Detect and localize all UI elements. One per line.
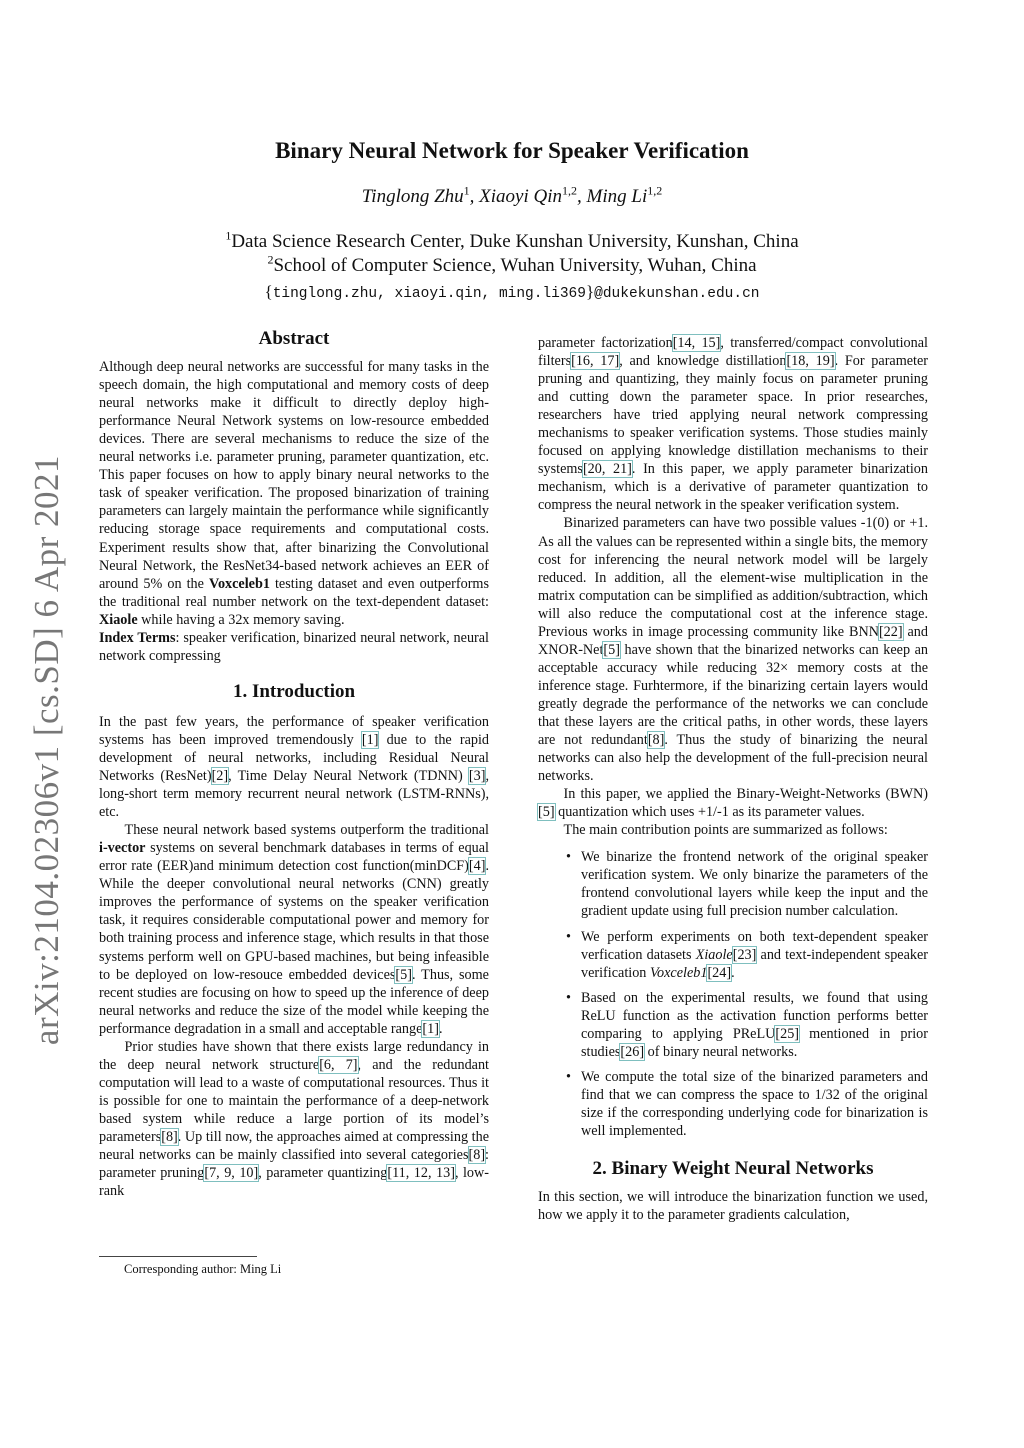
text-run: of binary neural networks. (644, 1043, 798, 1060)
text-run: . (438, 1020, 443, 1037)
author-affiliation-sup: 1 (463, 183, 470, 198)
citation-link[interactable]: [16, 17] (571, 353, 620, 370)
text-run: , parameter quantizing (258, 1165, 388, 1182)
citation-link[interactable]: [2] (211, 768, 229, 785)
section-heading: 1. Introduction (232, 680, 356, 702)
footnote: Corresponding author: Ming Li (124, 1262, 282, 1276)
text-run: Binarized parameters can have two possible values -1(0) or +1. As all the values can be represented within a single bits, the memory cost for inferencing the neural network model will be largely reduced. In addition, all the element-wise multiplication in the matrix computation can be simplified as addition/subtraction, which will also reduce the computational cost at the inference stage. Previous works in image processing community like BNN (538, 515, 928, 640)
text-run: . Thus, some recent studies are focusing on how to speed up the inference of deep neural networks and reduce the size of the model while keeping the performance degradation in a small and acceptable range (99, 966, 489, 1037)
citation-link[interactable]: [22] (878, 623, 903, 640)
citation-link[interactable]: [23] (732, 946, 757, 963)
paragraph (538, 514, 928, 785)
citation-link[interactable]: [7, 9, 10] (204, 1165, 259, 1182)
text-run: . While the deeper convolutional neural networks (CNN) greatly improves the performance of systems on the speaker verification task, it requires considerable computational power and memory for both training process and inference stage, which results in that those systems perform well on GPU-based machines, but being infeasible to be deployed on low-resouce embedded devices (99, 858, 489, 983)
affiliation-number: 2 (267, 252, 274, 267)
list-item (538, 848, 928, 920)
author-separator: , (577, 186, 587, 207)
contribution-list (538, 848, 928, 1140)
citation-link[interactable]: [26] (620, 1043, 645, 1060)
bold-text: Xiaole (99, 611, 138, 628)
italic-text: Xiaole (695, 946, 733, 963)
citation-link[interactable]: [8] (161, 1128, 178, 1145)
italic-text: Voxceleb1 (649, 964, 708, 981)
left-column (99, 330, 489, 1200)
text-run: : speaker verification, binarized neural network, neural network compressing (99, 629, 489, 664)
arxiv-identifier (20, 454, 74, 1046)
paragraph (538, 785, 928, 821)
right-column (538, 334, 928, 1224)
paragraph (99, 629, 489, 665)
citation-link[interactable]: [20, 21] (582, 461, 632, 478)
citation-link[interactable]: [8] (468, 1147, 486, 1164)
text-run: testing dataset and even outperforms the traditional real number network on the text-dependent dataset: (99, 575, 489, 610)
affiliation-text: School of Computer Science, Wuhan University, Wuhan, China (273, 255, 757, 276)
bold-text: Index Terms (99, 629, 176, 646)
text-run: quantization which uses +1/-1 as its parameter values. (554, 804, 865, 821)
text-run: Based on the experimental results, we found that using ReLU function as the activation function performs better comparing to applying PReLU (581, 989, 928, 1042)
text-run: parameter factorization (538, 335, 673, 351)
text-run: mentioned in prior studies (581, 1025, 928, 1060)
citation-link[interactable]: [25] (775, 1025, 800, 1042)
author-name: Tinglong Zhu (361, 186, 464, 207)
email-brace-open: { (264, 282, 273, 301)
text-run: . For parameter pruning and quantizing, they mainly focus on parameter pruning and cutting down the parameter space. In prior researches, researchers have tried applying neural network compressing mechanisms to speaker verification systems. Those studies mainly focused on applying knowledge distillation mechanisms to their systems (538, 353, 929, 478)
bold-text: i-vector (99, 840, 146, 857)
bold-text: Voxceleb1 (209, 575, 270, 592)
text-run: We binarize the frontend network of the original speaker verification system. We only binarize the parameters of the frontend convolutional layers while keep the input and the gradient update using full precision number calculation. (581, 849, 928, 920)
text-run: In this paper, we applied the Binary-Weight-Networks (BWN) (563, 786, 928, 803)
author-emails (0, 282, 1024, 302)
citation-link[interactable]: [11, 12, 13] (387, 1165, 455, 1182)
text-run: The main contribution points are summarized as follows: (563, 822, 888, 839)
text-run: These neural network based systems outperform the traditional (124, 822, 489, 839)
text-run: while having a 32x memory saving. (137, 611, 345, 628)
text-run: . In this paper, we apply parameter binarization mechanism, which is a derivative of parameter quantization to compress the neural network in the speaker verification system. (538, 461, 928, 514)
paragraph (99, 821, 489, 1038)
text-run: In the past few years, the performance of speaker verification systems has been improved tremendously (99, 713, 489, 748)
paragraph (538, 1188, 928, 1224)
author-list (0, 183, 1024, 208)
affiliation-text: Data Science Research Center, Duke Kunshan University, Kunshan, China (231, 231, 799, 252)
paragraph (538, 334, 928, 514)
list-item (538, 1068, 928, 1140)
citation-link[interactable]: [5] (395, 966, 412, 983)
author-name: Xiaoyi Qin (479, 186, 563, 207)
arxiv-id-text: arXiv:2104.02306v1 [cs.SD] 6 Apr 2021 (27, 454, 66, 1046)
paragraph (99, 358, 489, 629)
affiliation-1 (0, 228, 1024, 253)
citation-link[interactable]: [3] (468, 768, 486, 785)
list-item (538, 989, 928, 1061)
text-run: due to the rapid development of neural networks, including Residual Neural Networks (ResNet) (99, 731, 489, 785)
paragraph (538, 821, 928, 839)
text-run: , low-rank (99, 1165, 489, 1200)
email-brace-close: } (585, 282, 595, 301)
paragraph (99, 713, 489, 821)
text-run: Prior studies have shown that there exists large redundancy in the deep neural network structure (99, 1038, 489, 1073)
citation-link[interactable]: [5] (603, 641, 620, 658)
author-name: Ming Li (586, 186, 648, 207)
author-separator: , (469, 186, 480, 207)
citation-link[interactable]: [1] (422, 1020, 439, 1037)
text-run: In this section, we will introduce the binarization function we used, how we apply it to the parameter gradients calculation, (538, 1189, 928, 1224)
citation-link[interactable]: [24] (707, 964, 732, 981)
list-item (538, 928, 928, 982)
text-run: . (731, 964, 735, 981)
text-run: , and the redundant computation will lead to a waste of computational resources. Thus it is possible for one to maintain the performance of a deep-network based system while reduce a large portion of its model’s parameters (99, 1056, 489, 1145)
citation-link[interactable]: [4] (468, 858, 486, 875)
email-domain: @dukekunshan.edu.cn (594, 286, 760, 302)
citation-link[interactable]: [1] (361, 731, 379, 748)
citation-link[interactable]: [6, 7] (319, 1056, 358, 1073)
text-run: We compute the total size of the binarized parameters and find that we can compress the space to 1/32 of the original size if the corresponding underlying code for binarization is well implemented. (581, 1068, 928, 1139)
text-run: : parameter pruning (99, 1147, 489, 1182)
author-affiliation-sup: 1,2 (647, 183, 663, 198)
text-run: , Time Delay Neural Network (TDNN) (228, 768, 469, 785)
text-run: , transferred/compact convolutional filters (538, 335, 928, 370)
text-run: Although deep neural networks are successful for many tasks in the speech domain, the high computational and memory costs of deep neural networks make it difficult to directly deploy high-performance Neural Network systems on low-resource embedded devices. There are several mechanisms to reduce the size of the neural networks i.e. parameter pruning, parameter quantization, etc. This paper focuses on how to apply binary neural networks to the task of speaker verification. The proposed binarization of training parameters can largely maintain the performance while significantly reducing storage space requirements and computational costs. Experiment results show that, after binarizing the Convolutional Neural Network, the ResNet34-based network achieves an EER of around 5% on the (99, 359, 489, 592)
text-run: systems on several benchmark databases in terms of equal error rate (EER)and minimum detection cost function(minDCF) (99, 840, 489, 875)
section-heading: Abstract (258, 328, 330, 349)
citation-link[interactable]: [14, 15] (672, 335, 721, 351)
paragraph (99, 1038, 489, 1200)
citation-link[interactable]: [18, 19] (786, 353, 835, 370)
text-run: . Thus the study of binarizing the neural networks can also help the development of the full-precision neural networks. (538, 732, 928, 785)
affiliation-2 (0, 252, 1024, 277)
text-run: We perform experiments on both text-dependent speaker verfication datasets (581, 928, 928, 963)
text-run: , and knowledge distillation (619, 353, 787, 370)
section-heading: 2. Binary Weight Neural Networks (592, 1158, 874, 1180)
text-run: . Up till now, the approaches aimed at compressing the neural networks can be mainly classified into several categories (99, 1128, 489, 1164)
text-run: , long-short term memory recurrent neural network (LSTM-RNNs), etc. (99, 768, 489, 821)
text-run: have shown that the binarized networks can keep an acceptable accuracy while reducing 32× memory costs at the inference stage. Furhtermore, if the binarizing certain layers would greatly degrade the performance of the networks we can conclude that these layers are the critical paths, in other words, these layers are not redundant (538, 641, 928, 749)
text-run: and XNOR-Net (538, 623, 928, 658)
author-affiliation-sup: 1,2 (562, 183, 578, 198)
email-users: tinglong.zhu, xiaoyi.qin, ming.li369 (272, 286, 586, 302)
footnote-rule (99, 1256, 257, 1257)
paper-title: Binary Neural Network for Speaker Verification (275, 138, 749, 163)
citation-link[interactable]: [8] (647, 732, 665, 749)
affiliation-number: 1 (225, 228, 232, 243)
text-run: and text-independent speaker verification (581, 946, 928, 981)
citation-link[interactable]: [5] (538, 804, 555, 821)
